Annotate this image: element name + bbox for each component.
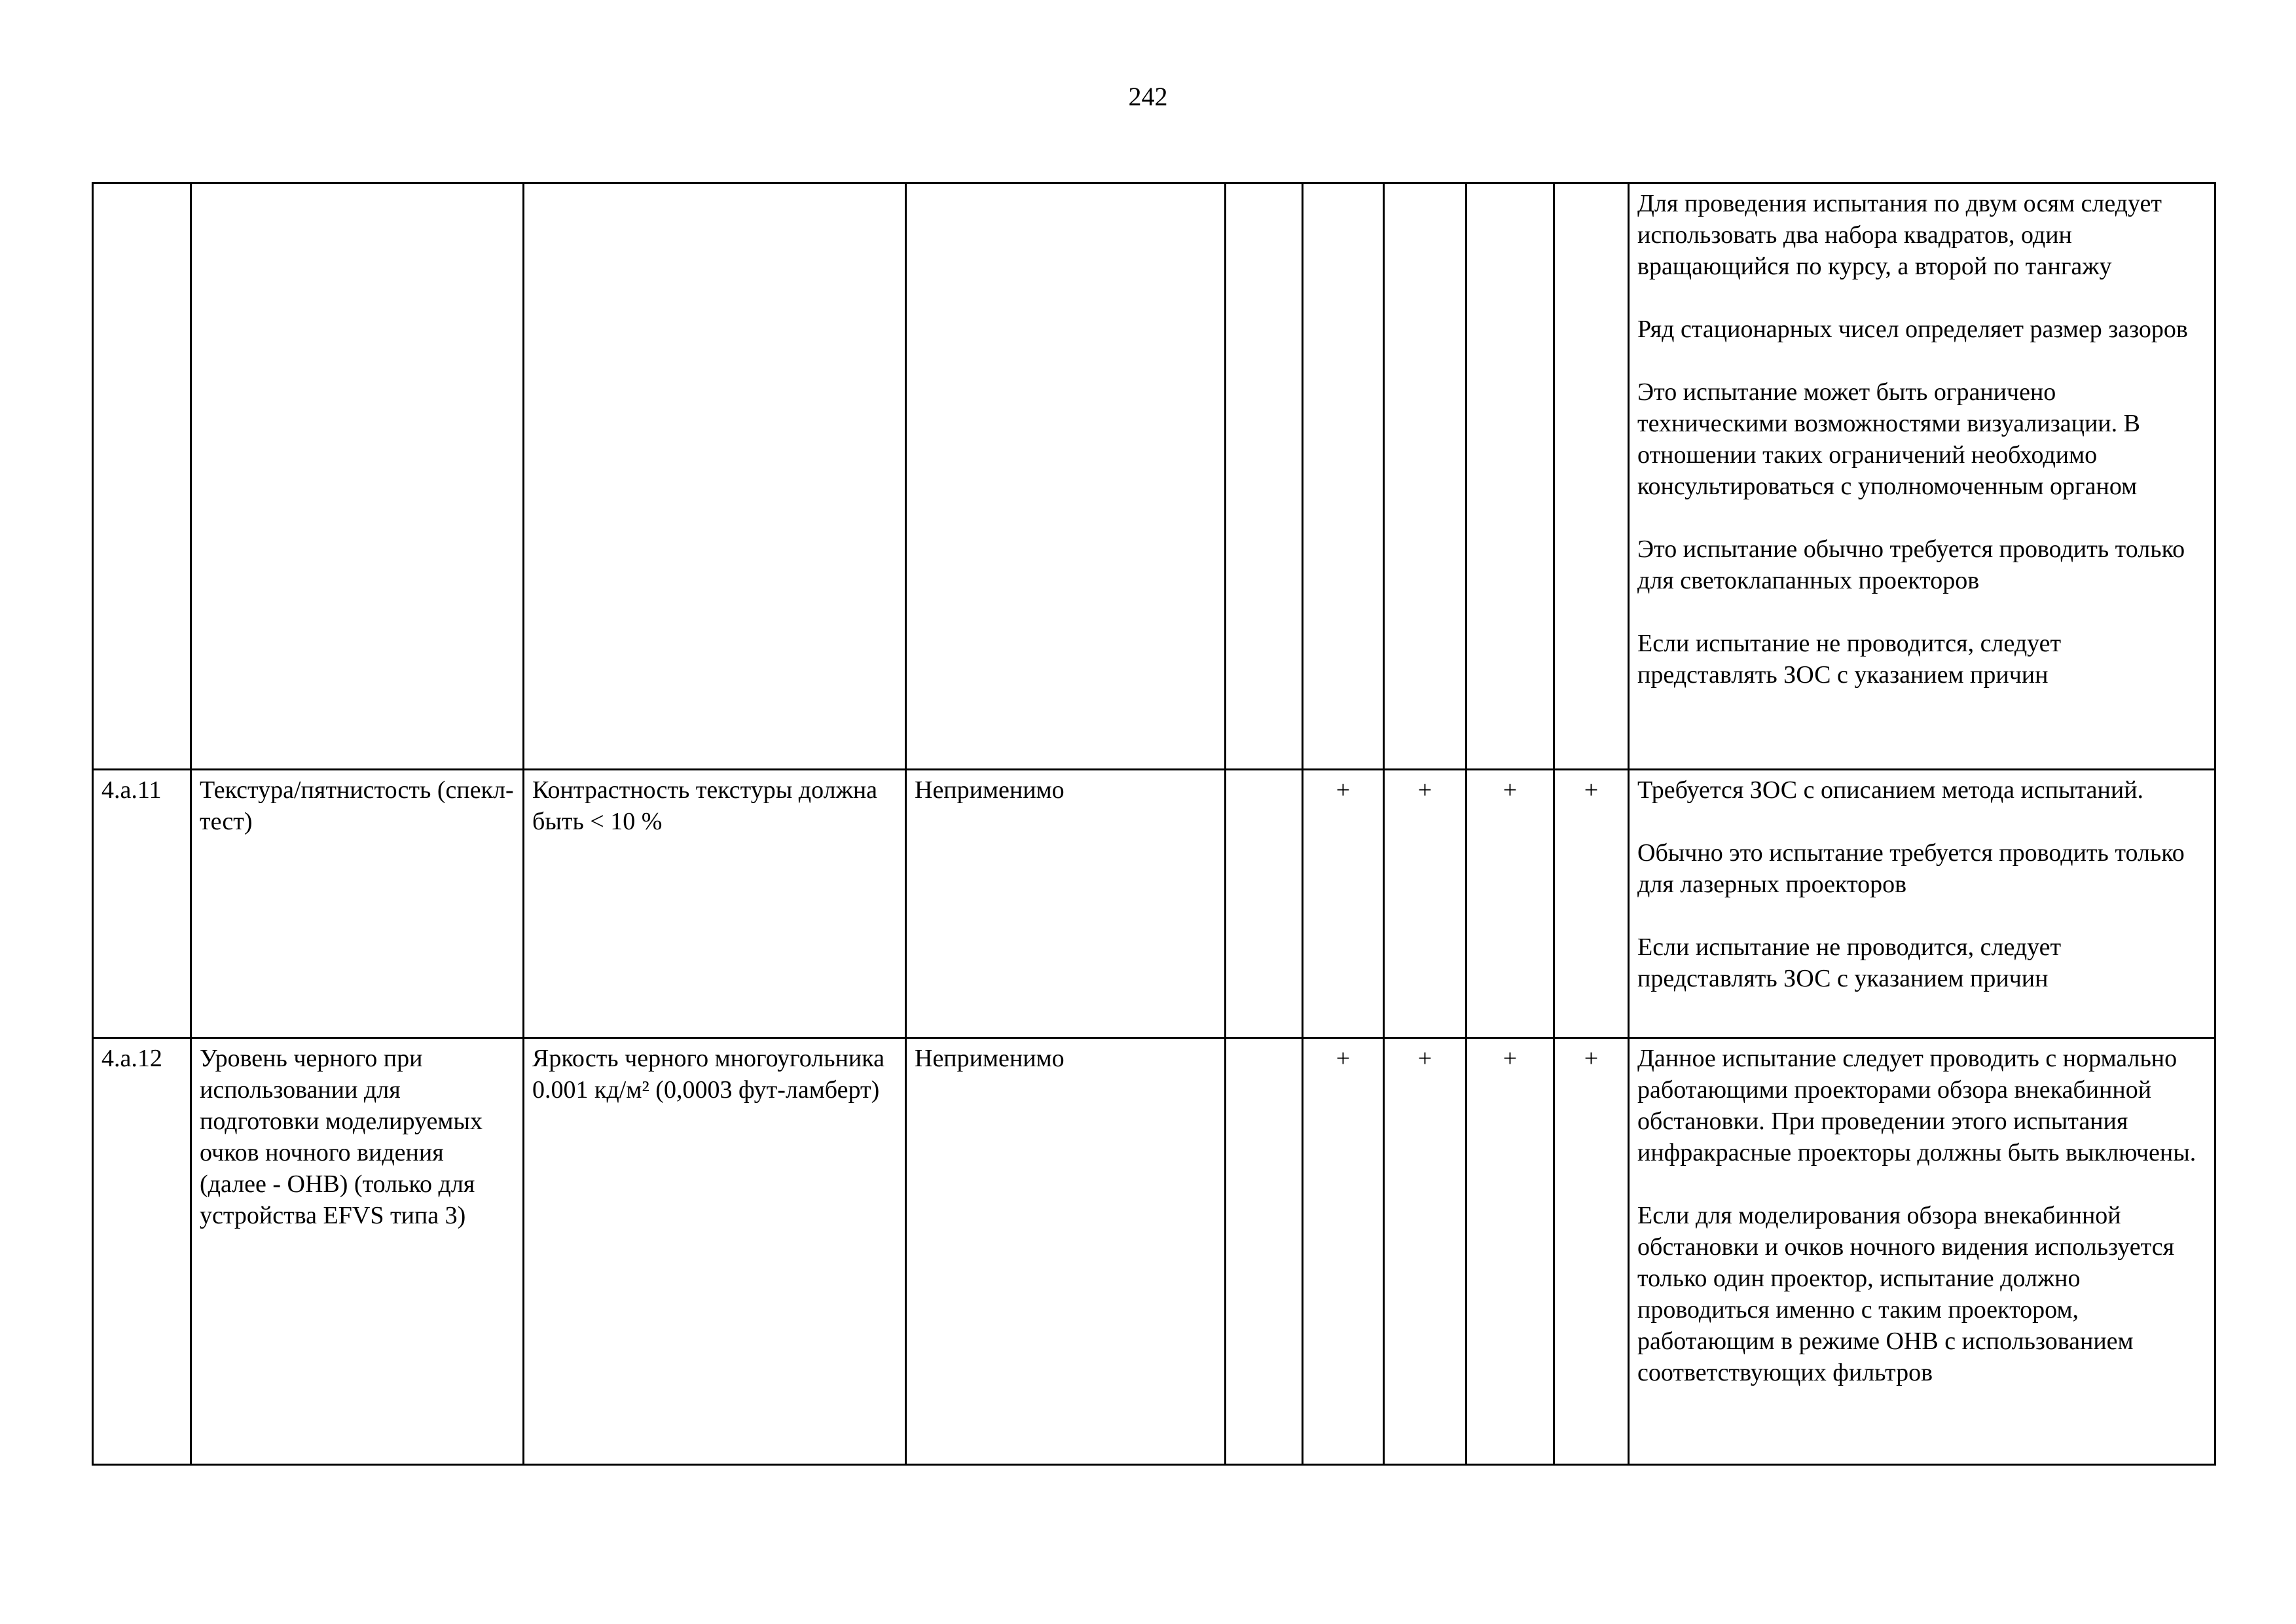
table-row-4a11 xyxy=(93,770,2215,1038)
note-paragraph: Для проведения испытания по двум осям следует использовать два набора квадратов, один вращающийся по курсу, а второй по тангажу xyxy=(1637,190,2162,280)
cell-mark: + xyxy=(1554,770,1629,1038)
table-row-4a12 xyxy=(93,1038,2215,1465)
cell-id xyxy=(93,183,191,770)
cell-name xyxy=(191,183,524,770)
note-paragraph: Если для моделирования обзора внекабинной обстановки и очков ночного видения используется только один проектор, испытание должно проводиться именно с таким проектором, работающим в режиме ОНВ с использованием соответствующих фильтров xyxy=(1637,1202,2175,1386)
note-paragraph: Это испытание может быть ограничено техническими возможностями визуализации. В отношении таких ограничений необходимо консультироваться с уполномоченным органом xyxy=(1637,378,2140,500)
cell-id: 4.a.11 xyxy=(93,770,191,1038)
note-paragraph: Это испытание обычно требуется проводить только для светоклапанных проекторов xyxy=(1637,535,2185,594)
cell-mark xyxy=(1467,183,1554,770)
cell-col5 xyxy=(1226,183,1303,770)
note-paragraph: Требуется ЗОС с описанием метода испытаний. xyxy=(1637,776,2144,804)
cell-mark: + xyxy=(1467,1038,1554,1465)
cell-mark xyxy=(1554,183,1629,770)
note-paragraph: Обычно это испытание требуется проводить только для лазерных проекторов xyxy=(1637,839,2185,898)
cell-col5 xyxy=(1226,770,1303,1038)
requirements-table xyxy=(92,182,2216,1466)
note-paragraph: Если испытание не проводится, следует представлять ЗОС с указанием причин xyxy=(1637,933,2062,992)
cell-tolerance: Неприменимо xyxy=(906,1038,1226,1465)
cell-notes xyxy=(1629,1038,2215,1465)
cell-criterion: Контрастность текстуры должна быть < 10 % xyxy=(524,770,906,1038)
cell-mark: + xyxy=(1303,770,1384,1038)
cell-id: 4.a.12 xyxy=(93,1038,191,1465)
cell-mark: + xyxy=(1303,1038,1384,1465)
cell-criterion: Яркость черного многоугольника 0.001 кд/м² (0,0003 фут-ламберт) xyxy=(524,1038,906,1465)
cell-mark: + xyxy=(1384,1038,1467,1465)
cell-mark xyxy=(1384,183,1467,770)
cell-name: Уровень черного при использовании для подготовки моделируемых очков ночного видения (далее - ОНВ) (только для устройства EFVS типа 3) xyxy=(191,1038,524,1465)
table-row-continuation xyxy=(93,183,2215,770)
cell-notes xyxy=(1629,183,2215,770)
cell-criterion xyxy=(524,183,906,770)
cell-mark: + xyxy=(1467,770,1554,1038)
note-paragraph: Данное испытание следует проводить с нормально работающими проекторами обзора внекабинной обстановки. При проведении этого испытания инфракрасные проекторы должны быть выключены. xyxy=(1637,1045,2196,1166)
cell-col5 xyxy=(1226,1038,1303,1465)
note-paragraph: Ряд стационарных чисел определяет размер зазоров xyxy=(1637,316,2188,343)
cell-notes xyxy=(1629,770,2215,1038)
cell-mark: + xyxy=(1384,770,1467,1038)
cell-tolerance xyxy=(906,183,1226,770)
cell-name: Текстура/пятнистость (спекл-тест) xyxy=(191,770,524,1038)
cell-tolerance: Неприменимо xyxy=(906,770,1226,1038)
cell-mark: + xyxy=(1554,1038,1629,1465)
page-number: 242 xyxy=(1128,82,1168,111)
note-paragraph: Если испытание не проводится, следует представлять ЗОС с указанием причин xyxy=(1637,630,2062,689)
cell-mark xyxy=(1303,183,1384,770)
